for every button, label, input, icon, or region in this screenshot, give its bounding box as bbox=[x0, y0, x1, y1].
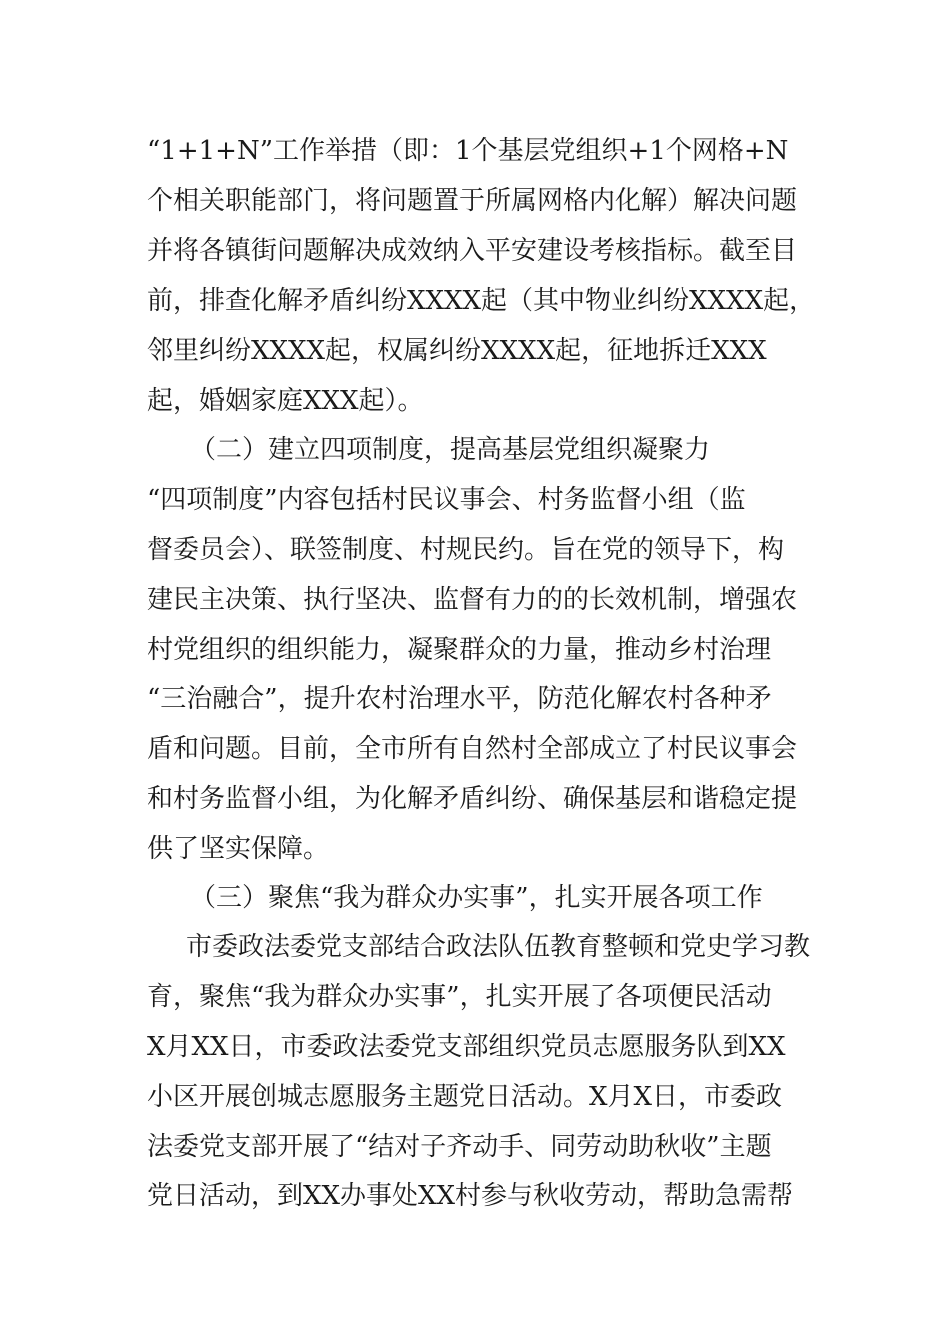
paragraph-line: 小区开展创城志愿服务主题党日活动。X月X日，市委政 bbox=[147, 1082, 783, 1112]
paragraph-line: 建民主决策、执行坚决、监督有力的的长效机制，增强农 bbox=[147, 585, 798, 615]
paragraph-line: 村党组织的组织能力，凝聚群众的力量，推动乡村治理 bbox=[147, 635, 772, 665]
paragraph-line: 盾和问题。目前，全市所有自然村全部成立了村民议事会 bbox=[147, 734, 798, 764]
paragraph-line: 市委政法委党支部结合政法队伍教育整顿和党史学习教 bbox=[186, 932, 811, 962]
paragraph-line: 育，聚焦“我为群众办实事”，扎实开展了各项便民活动 bbox=[147, 982, 772, 1012]
paragraph-line: 和村务监督小组，为化解矛盾纠纷、确保基层和谐稳定提 bbox=[147, 784, 798, 814]
paragraph-line: 督委员会）、联签制度、村规民约。旨在党的领导下，构 bbox=[147, 535, 785, 565]
paragraph-line: “三治融合”，提升农村治理水平，防范化解农村各种矛 bbox=[147, 684, 772, 714]
section-heading: （二）建立四项制度，提高基层党组织凝聚力 bbox=[190, 435, 711, 465]
paragraph-line: “1+1+N”工作举措（即：1个基层党组织+1个网格+N bbox=[147, 136, 789, 166]
paragraph-line: 法委党支部开展了“结对子齐动手、同劳动助秋收”主题 bbox=[147, 1132, 772, 1162]
paragraph-line: 起，婚姻家庭XXX起）。 bbox=[147, 386, 424, 416]
paragraph-line: 前，排查化解矛盾纠纷XXXX起（其中物业纠纷XXXX起， bbox=[147, 286, 816, 316]
paragraph-line: 并将各镇街问题解决成效纳入平安建设考核指标。截至目 bbox=[147, 236, 798, 266]
section-heading: （三）聚焦“我为群众办实事”，扎实开展各项工作 bbox=[190, 883, 763, 913]
paragraph-line: 邻里纠纷XXXX起，权属纠纷XXXX起，征地拆迁XXX bbox=[147, 336, 767, 366]
paragraph-line: 供了坚实保障。 bbox=[147, 834, 330, 864]
paragraph-line: 党日活动，到XX办事处XX村参与秋收劳动，帮助急需帮 bbox=[147, 1181, 794, 1211]
paragraph-line: X月XX日，市委政法委党支部组织党员志愿服务队到XX bbox=[147, 1032, 786, 1062]
paragraph-line: “四项制度”内容包括村民议事会、村务监督小组（监 bbox=[147, 485, 746, 515]
paragraph-line: 个相关职能部门，将问题置于所属网格内化解）解决问题 bbox=[147, 186, 798, 216]
